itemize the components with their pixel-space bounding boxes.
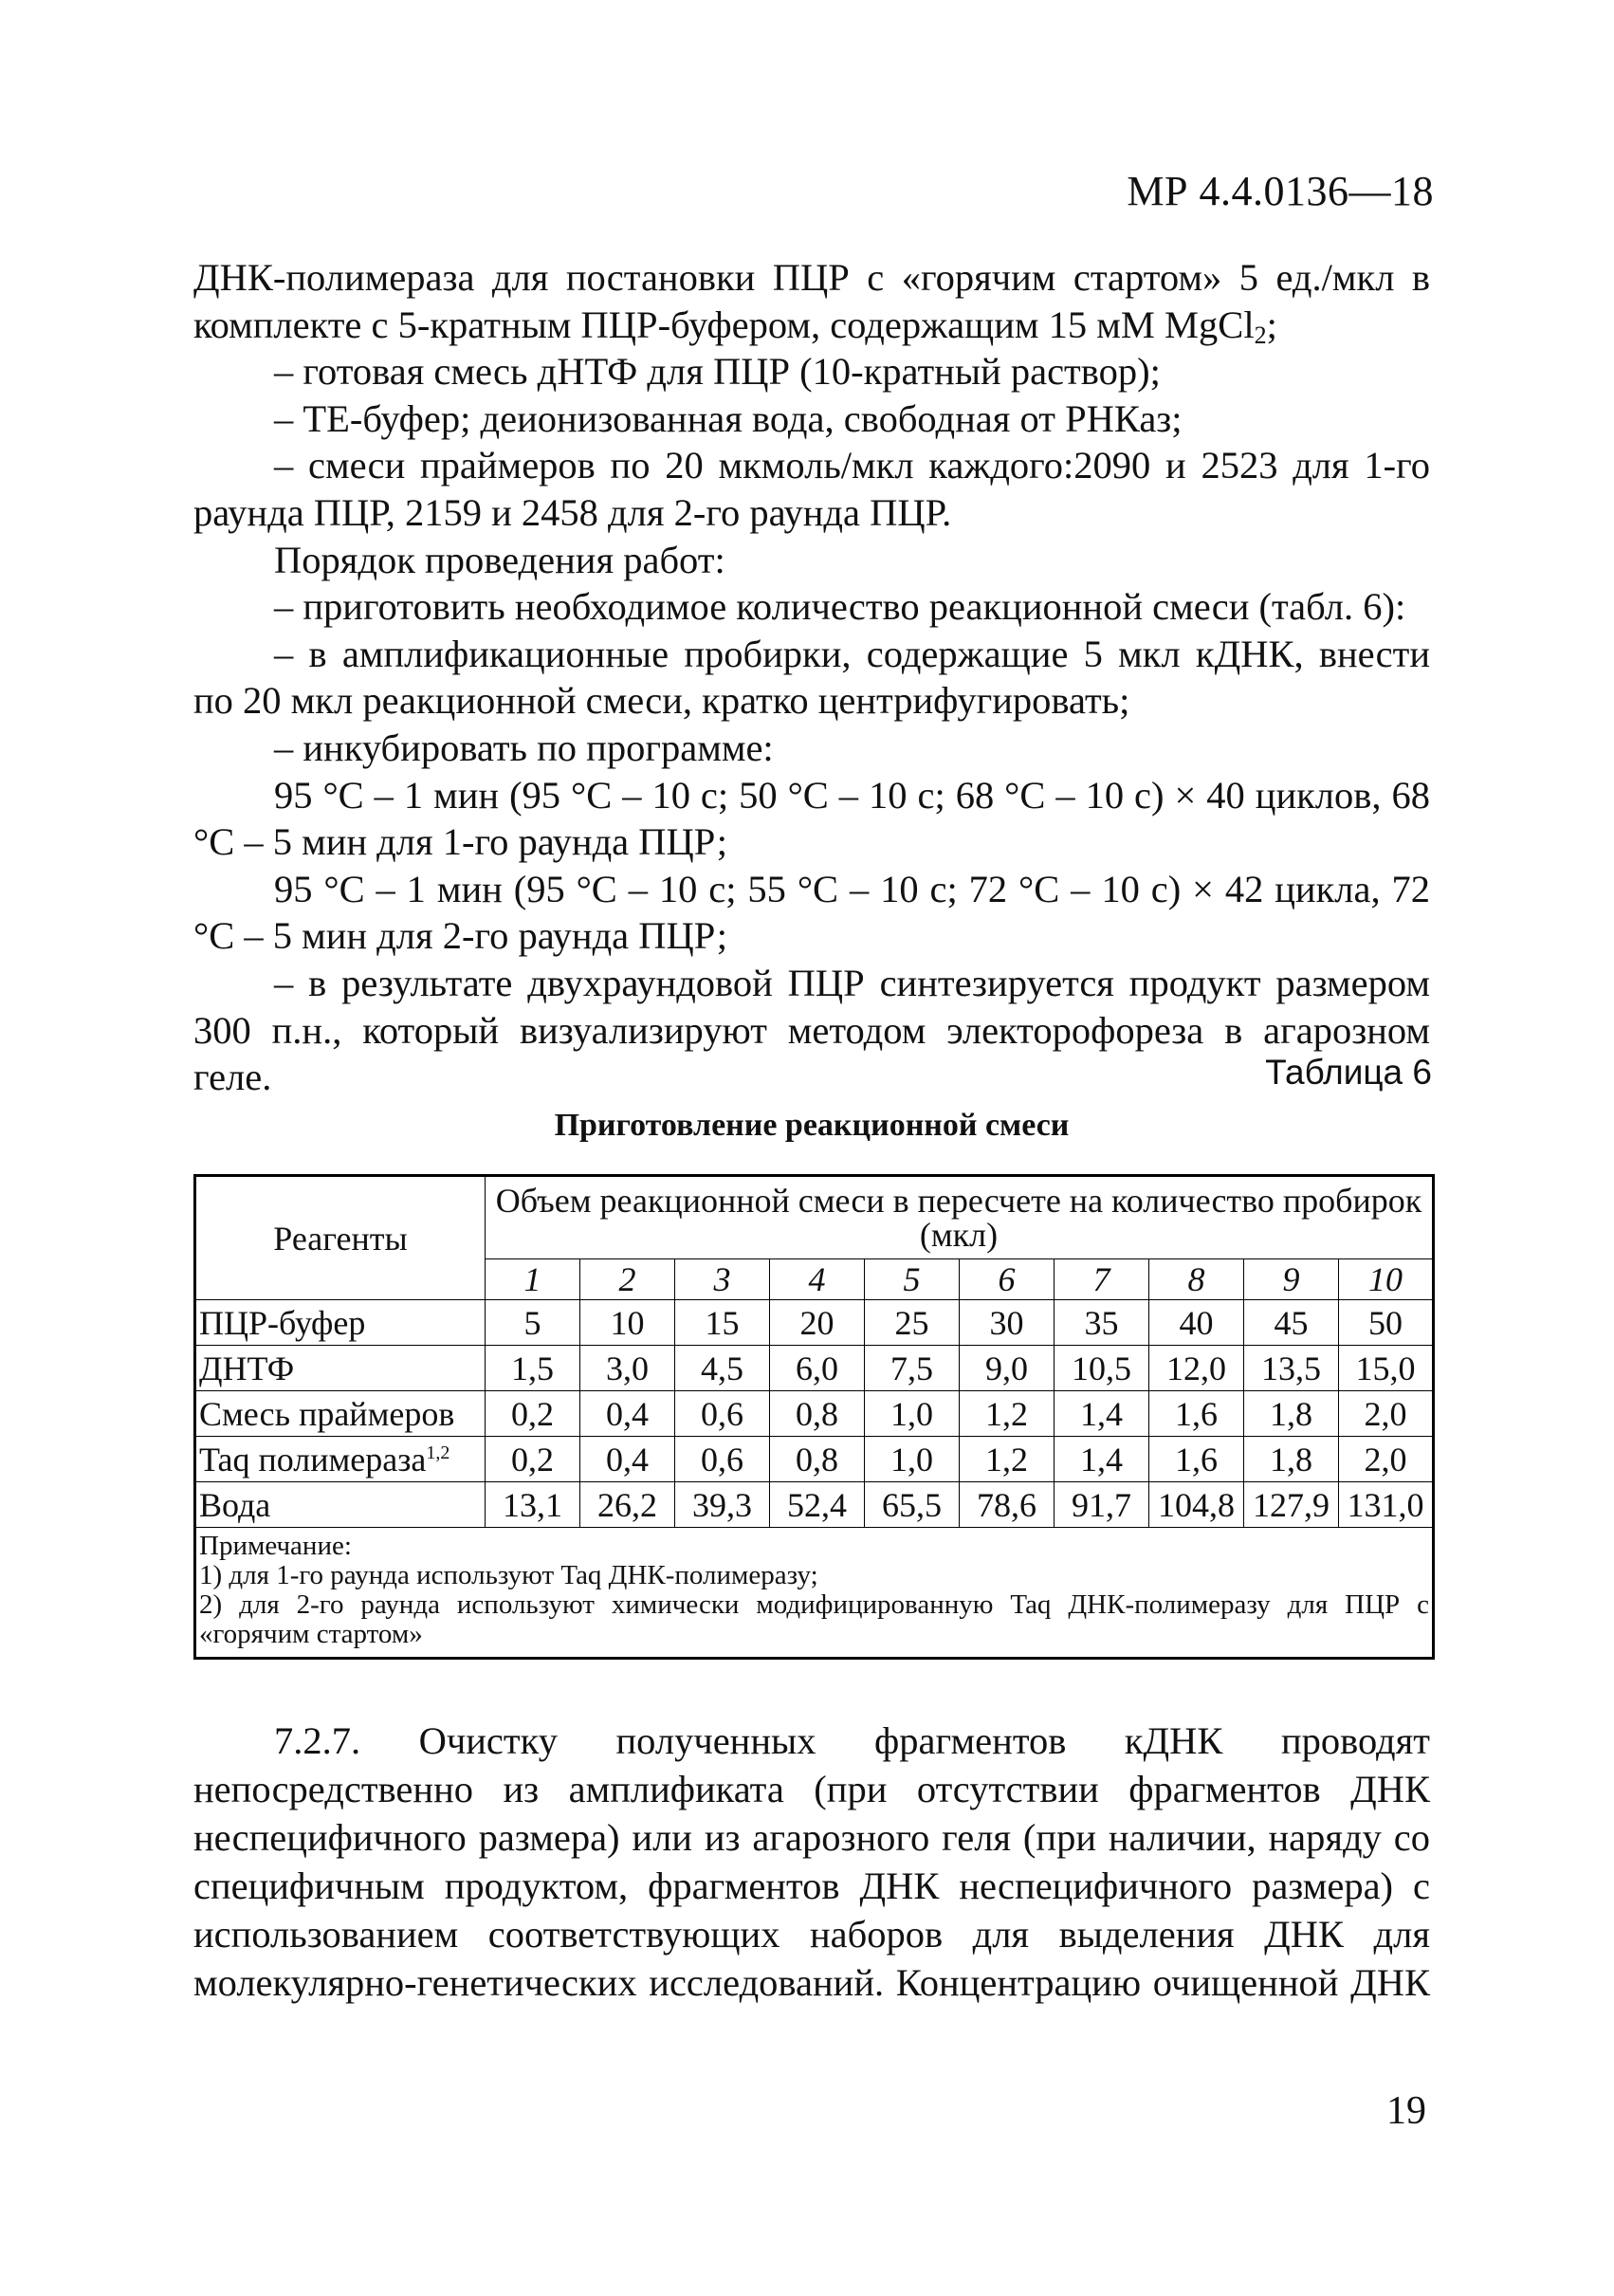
volume-cell: 10,5 <box>1055 1346 1149 1391</box>
reagent-name: Taq полимераза <box>199 1440 427 1479</box>
volume-cell: 1,4 <box>1055 1391 1149 1437</box>
volume-cell: 15 <box>675 1300 770 1346</box>
volume-cell: 1,0 <box>865 1391 960 1437</box>
header-tube-count: 3 <box>675 1258 770 1299</box>
table-note <box>195 1528 1434 1659</box>
volume-cell: 2,0 <box>1339 1437 1434 1482</box>
volume-cell: 91,7 <box>1055 1482 1149 1528</box>
volume-cell: 127,9 <box>1244 1482 1339 1528</box>
header-tube-count: 5 <box>865 1258 960 1299</box>
header-tube-count: 8 <box>1149 1258 1244 1299</box>
paragraph-program-round-2: 95 °С – 1 мин (95 °С – 10 с; 55 °С – 10 с; 72 °С – 10 с) × 42 цикла, 72 °С – 5 мин для 2-го раунда ПЦР; <box>193 867 1430 958</box>
table-row <box>195 1346 1434 1391</box>
volume-cell: 2,0 <box>1339 1391 1434 1437</box>
volume-cell: 35 <box>1055 1300 1149 1346</box>
volume-cell: 1,2 <box>960 1437 1055 1482</box>
volume-cell: 4,5 <box>675 1346 770 1391</box>
volume-cell: 0,6 <box>675 1391 770 1437</box>
reagent-name-cell <box>195 1300 486 1346</box>
volume-cell: 50 <box>1339 1300 1434 1346</box>
volume-cell: 0,4 <box>580 1391 675 1437</box>
table-number: Таблица 6 <box>1265 1053 1432 1092</box>
volume-cell: 13,5 <box>1244 1346 1339 1391</box>
volume-cell: 9,0 <box>960 1346 1055 1391</box>
reagent-name: Смесь праймеров <box>199 1394 455 1433</box>
volume-cell: 78,6 <box>960 1482 1055 1528</box>
paragraph-add-mix: – в амплификационные пробирки, содержащие 5 мкл кДНК, внести по 20 мкл реакционной смеси, кратко центрифугировать; <box>193 632 1430 723</box>
paragraph-result: – в результате двухраундовой ПЦР синтезируется продукт размером 300 п.н., который визуализируют методом электорофореза в агарозном геле. <box>193 961 1430 1099</box>
volume-cell: 0,2 <box>486 1391 580 1437</box>
volume-cell: 15,0 <box>1339 1346 1434 1391</box>
header-tube-count: 7 <box>1055 1258 1149 1299</box>
volume-cell: 1,4 <box>1055 1437 1149 1482</box>
volume-cell: 25 <box>865 1300 960 1346</box>
header-tube-count: 2 <box>580 1258 675 1299</box>
note-title: Примечание: <box>199 1531 352 1561</box>
reagent-name-cell <box>195 1346 486 1391</box>
reaction-mix-table <box>193 1174 1435 1660</box>
volume-cell: 30 <box>960 1300 1055 1346</box>
volume-cell: 26,2 <box>580 1482 675 1528</box>
volume-cell: 13,1 <box>486 1482 580 1528</box>
note-item-2: 2) для 2-го раунда используют химически модифицированную Taq ДНК-полимеразу для ПЦР с «горячим стартом» <box>199 1589 1429 1649</box>
header-tube-count: 10 <box>1339 1258 1434 1299</box>
table-note-row <box>195 1528 1434 1659</box>
page-number: 19 <box>1386 2089 1426 2133</box>
reagent-name: Вода <box>199 1485 271 1524</box>
header-reagents: Реагенты <box>195 1176 486 1300</box>
volume-cell: 1,8 <box>1244 1437 1339 1482</box>
paragraph-prepare-mix: – приготовить необходимое количество реакционной смеси (табл. 6): <box>274 585 1406 629</box>
volume-cell: 10 <box>580 1300 675 1346</box>
volume-cell: 1,5 <box>486 1346 580 1391</box>
volume-cell: 65,5 <box>865 1482 960 1528</box>
reagent-name-cell <box>195 1391 486 1437</box>
header-tube-count: 9 <box>1244 1258 1339 1299</box>
volume-cell: 40 <box>1149 1300 1244 1346</box>
volume-cell: 39,3 <box>675 1482 770 1528</box>
volume-cell: 0,2 <box>486 1437 580 1482</box>
volume-cell: 0,4 <box>580 1437 675 1482</box>
volume-cell: 3,0 <box>580 1346 675 1391</box>
table-header-row <box>195 1176 1434 1259</box>
volume-cell: 52,4 <box>770 1482 865 1528</box>
volume-cell: 1,8 <box>1244 1391 1339 1437</box>
volume-cell: 1,6 <box>1149 1391 1244 1437</box>
paragraph-polymerase-end: ; <box>1266 303 1277 346</box>
volume-cell: 7,5 <box>865 1346 960 1391</box>
volume-cell: 131,0 <box>1339 1482 1434 1528</box>
document-code: МР 4.4.0136—18 <box>1127 168 1434 214</box>
volume-cell: 1,6 <box>1149 1437 1244 1482</box>
volume-cell: 5 <box>486 1300 580 1346</box>
table-row <box>195 1482 1434 1528</box>
reagent-name: ПЦР-буфер <box>199 1303 366 1342</box>
reagent-name-cell <box>195 1482 486 1528</box>
table-title: Приготовление реакционной смеси <box>554 1108 1070 1143</box>
table-row <box>195 1437 1434 1482</box>
volume-cell: 6,0 <box>770 1346 865 1391</box>
paragraph-te-buffer: – ТЕ-буфер; деионизованная вода, свободная от РНКаз; <box>274 396 1183 440</box>
paragraph-polymerase <box>193 254 1430 348</box>
reaction-mix-table-wrapper <box>193 1174 1432 1660</box>
paragraph-procedure-title: Порядок проведения работ: <box>274 538 725 581</box>
paragraph-7-2-7: 7.2.7. Очистку полученных фрагментов кДНК проводят непосредственно из амплификата (при отсутствии фрагментов ДНК неспецифичного размера) или из агарозного геля (при наличии, наряду со специфичным продуктом, фрагментов ДНК неспецифичного размера) с использованием соответствующих наборов для выделения ДНК для молекулярно-генетических исследований. Концентрацию очищенной ДНК <box>193 1719 1430 2004</box>
note-item-1: 1) для 1-го раунда используют Taq ДНК-полимеразу; <box>199 1560 818 1590</box>
header-volume: Объем реакционной смеси в пересчете на количество пробирок (мкл) <box>486 1176 1434 1259</box>
volume-cell: 12,0 <box>1149 1346 1244 1391</box>
header-tube-count: 4 <box>770 1258 865 1299</box>
table-row <box>195 1391 1434 1437</box>
volume-cell: 104,8 <box>1149 1482 1244 1528</box>
paragraph-incubate: – инкубировать по программе: <box>274 726 774 769</box>
body-text-bottom <box>193 1717 1430 2007</box>
header-tube-count: 6 <box>960 1258 1055 1299</box>
reagent-name-cell <box>195 1437 486 1482</box>
header-tube-count: 1 <box>486 1258 580 1299</box>
reagent-footnote-ref: 1,2 <box>426 1442 450 1463</box>
paragraph-program-round-1: 95 °С – 1 мин (95 °С – 10 с; 50 °С – 10 с; 68 °С – 10 с) × 40 циклов, 68 °С – 5 мин для 1-го раунда ПЦР; <box>193 773 1430 864</box>
volume-cell: 0,8 <box>770 1391 865 1437</box>
paragraph-primers: – смеси праймеров по 20 мкмоль/мкл каждого:2090 и 2523 для 1-го раунда ПЦР, 2159 и 2458 для 2-го раунда ПЦР. <box>193 444 1430 534</box>
table-row <box>195 1300 1434 1346</box>
volume-cell: 1,0 <box>865 1437 960 1482</box>
subscript-2: 2 <box>1254 321 1267 349</box>
body-text-top <box>193 254 1430 1101</box>
reagent-name: ДНТФ <box>199 1349 295 1387</box>
volume-cell: 0,8 <box>770 1437 865 1482</box>
volume-cell: 45 <box>1244 1300 1339 1346</box>
volume-cell: 20 <box>770 1300 865 1346</box>
volume-cell: 1,2 <box>960 1391 1055 1437</box>
volume-cell: 0,6 <box>675 1437 770 1482</box>
paragraph-dntp: – готовая смесь дНТФ для ПЦР (10-кратный раствор); <box>274 350 1161 394</box>
paragraph-polymerase-text: ДНК-полимераза для постановки ПЦР с «горячим стартом» 5 ед./мкл в комплекте с 5-кратным ПЦР-буфером, содержащим 15 мМ MgCl <box>193 256 1430 346</box>
